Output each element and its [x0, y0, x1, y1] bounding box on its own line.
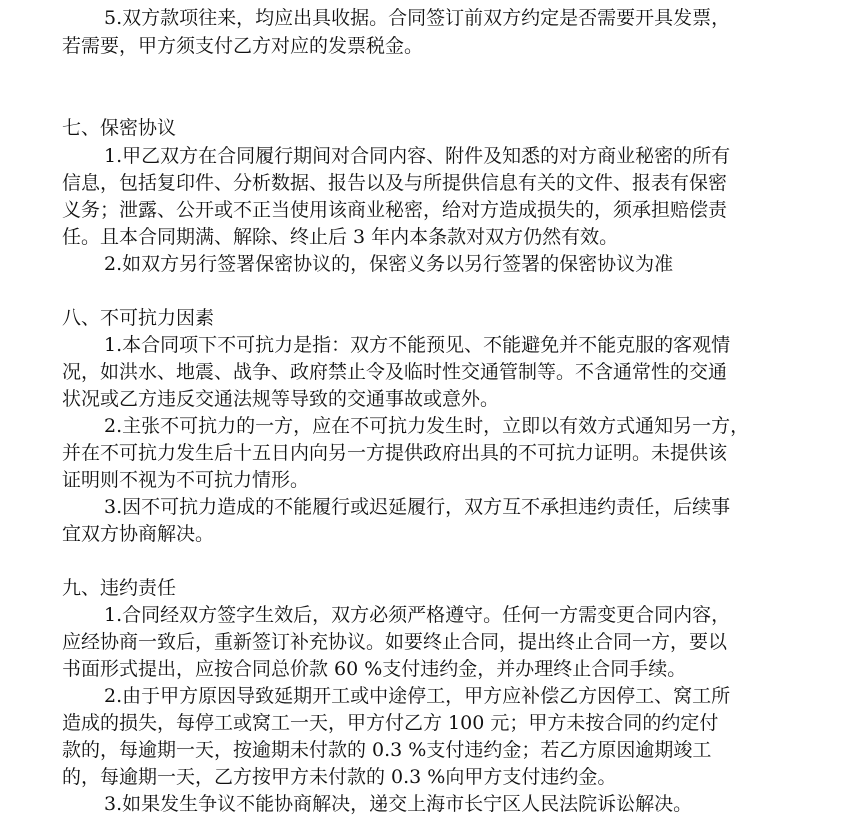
- section-9-clause-2-line-3: 款的，每逾期一天，按逾期未付款的 0.3 %支付违约金；若乙方原因逾期竣工: [62, 739, 712, 761]
- section-8-clause-3-line-2: 宜双方协商解决。: [62, 523, 215, 545]
- section-8-clause-2-line-2: 并在不可抗力发生后十五日内向另一方提供政府出具的不可抗力证明。未提供该: [62, 442, 728, 464]
- section-7-clause-1-line-2: 信息，包括复印件、分析数据、报告以及与所提供信息有关的文件、报表有保密: [62, 172, 728, 194]
- intro-clause-5-line-1: 5.双方款项往来，均应出具收据。合同签订前双方约定是否需要开具发票，: [104, 7, 731, 29]
- section-7-clause-2-line-1: 2.如双方另行签署保密协议的，保密义务以另行签署的保密协议为准: [104, 253, 674, 275]
- section-9-clause-2-line-4: 的，每逾期一天，乙方按甲方未付款的 0.3 %向甲方支付违约金。: [62, 766, 617, 788]
- section-9-title: 九、违约责任: [62, 577, 177, 599]
- section-7-clause-1-line-3: 义务；泄露、公开或不正当使用该商业秘密，给对方造成损失的，须承担赔偿责: [62, 199, 728, 221]
- section-9-clause-1-line-1: 1.合同经双方签字生效后，双方必须严格遵守。任何一方需变更合同内容，: [104, 604, 731, 626]
- section-7-title: 七、保密协议: [62, 117, 177, 139]
- section-8-clause-2-line-1: 2.主张不可抗力的一方，应在不可抗力发生时，立即以有效方式通知另一方，: [104, 415, 750, 437]
- section-8-clause-3-line-1: 3.因不可抗力造成的不能履行或迟延履行，双方互不承担违约责任，后续事: [104, 496, 731, 518]
- section-8-clause-1-line-3: 状况或乙方违反交通法规等导致的交通事故或意外。: [62, 388, 500, 410]
- section-9-clause-2-line-2: 造成的损失，每停工或窝工一天，甲方付乙方 100 元；甲方未按合同的约定付: [62, 712, 719, 734]
- section-7-clause-1-line-1: 1.甲乙双方在合同履行期间对合同内容、附件及知悉的对方商业秘密的所有: [104, 145, 731, 167]
- section-9-clause-1-line-3: 书面形式提出，应按合同总价款 60 %支付违约金，并办理终止合同手续。: [62, 658, 687, 680]
- section-8-clause-1-line-1: 1.本合同项下不可抗力是指：双方不能预见、不能避免并不能克服的客观情: [104, 334, 731, 356]
- section-7-clause-1-line-4: 任。且本合同期满、解除、终止后 3 年内本条款对双方仍然有效。: [62, 226, 619, 248]
- section-8-title: 八、不可抗力因素: [62, 307, 215, 329]
- section-9-clause-1-line-2: 应经协商一致后，重新签订补充协议。如要终止合同，提出终止合同一方，要以: [62, 631, 728, 653]
- section-8-clause-1-line-2: 况，如洪水、地震、战争、政府禁止令及临时性交通管制等。不含通常性的交通: [62, 361, 728, 383]
- section-9-clause-2-line-1: 2.由于甲方原因导致延期开工或中途停工，甲方应补偿乙方因停工、窝工所: [104, 685, 731, 707]
- intro-clause-5-line-2: 若需要，甲方须支付乙方对应的发票税金。: [62, 35, 424, 57]
- section-9-clause-3-line-1: 3.如果发生争议不能协商解决，递交上海市长宁区人民法院诉讼解决。: [104, 793, 693, 815]
- section-8-clause-2-line-3: 证明则不视为不可抗力情形。: [62, 469, 310, 491]
